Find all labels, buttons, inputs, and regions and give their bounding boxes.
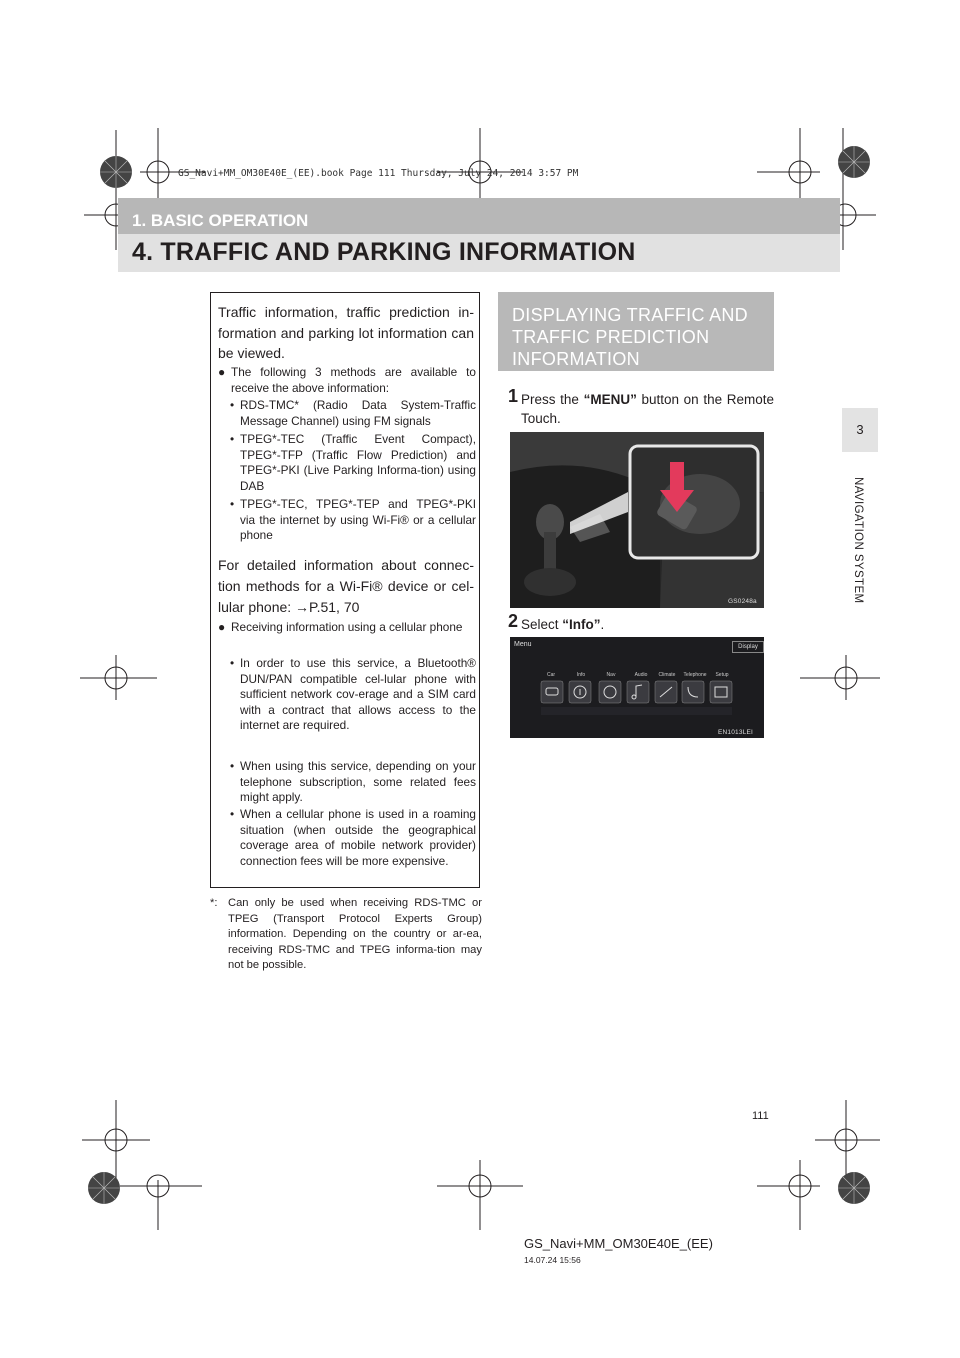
bullet-cellular: [218, 620, 476, 636]
step-1: [508, 386, 775, 428]
bullet-dot-icon: ●: [218, 620, 226, 634]
document-code: GS_Navi+MM_OM30E40E_(EE): [524, 1236, 713, 1251]
sub-bullet-icon: •: [230, 398, 235, 412]
step-2: [508, 611, 774, 634]
menu-nav-label: Nav: [606, 672, 616, 678]
method-item: [230, 497, 476, 544]
menu-climate-label: Climate: [658, 672, 676, 678]
bullet-cellular-text: Receiving information using a cellular phone: [231, 620, 463, 634]
method-item: [230, 398, 476, 429]
bullet-dot-icon: ●: [218, 365, 226, 379]
figure-code: EN1013LEI: [718, 729, 754, 736]
sub-bullet-icon: •: [230, 432, 235, 446]
step-text: Press the “MENU” button on the Remote Touch.: [521, 392, 775, 426]
footnote-mark: *:: [210, 897, 218, 909]
menu-screen-figure: [510, 637, 764, 738]
info-lead: Traffic information, traffic prediction in-formation and parking lot information can be viewed.: [218, 304, 474, 361]
section-label: 1. BASIC OPERATION: [132, 211, 309, 230]
info-box: [210, 292, 480, 888]
method-item-text: RDS-TMC* (Radio Data System-Traffic Message Channel) using FM signals: [240, 398, 476, 428]
cellular-item: [230, 807, 476, 869]
page-number: 111: [752, 1110, 769, 1122]
bullet-methods: [218, 365, 476, 396]
cellular-item: [230, 656, 476, 734]
cellular-item: [230, 759, 476, 806]
footnote: [210, 896, 482, 974]
step-text: Select “Info”.: [521, 617, 605, 632]
step-number: 2: [508, 611, 519, 631]
screen-title: Menu: [514, 641, 532, 648]
cellular-item-text: When a cellular phone is used in a roaming situation (when outside the geographical coverage area of mobile network provider) connection fees will be more expensive.: [240, 807, 476, 868]
menu-car-label: Car: [546, 672, 556, 678]
method-item-text: TPEG*-TEC (Traffic Event Compact), TPEG*-TFP (Traffic Flow Prediction) and TPEG*-PKI (Live Parking Informa-tion) using DAB: [240, 432, 476, 493]
subsection-header: [498, 292, 774, 371]
subsection-title: DISPLAYING TRAFFIC AND TRAFFIC PREDICTION INFORMATION: [512, 305, 748, 369]
cellular-item-text: In order to use this service, a Bluetooth® DUN/PAN compatible cel-lular phone with sufficient network cov-erage and a SIM card with a contract that allows access to the internet are required.: [240, 656, 476, 733]
sub-bullet-icon: •: [230, 497, 235, 511]
chapter-tab-number: 3: [842, 408, 878, 452]
menu-telephone-label: Telephone: [683, 672, 707, 678]
remote-touch-figure: [510, 432, 764, 608]
chapter-title: 4. TRAFFIC AND PARKING INFORMATION: [132, 238, 636, 266]
method-item: [230, 432, 476, 494]
sub-bullet-icon: •: [230, 656, 235, 670]
connection-detail: For detailed information about connec-tion methods for a Wi-Fi® device or cel-lular phone: →P.51, 70: [218, 557, 474, 615]
method-item-text: TPEG*-TEC, TPEG*-TEP and TPEG*-PKI via the internet by using Wi-Fi® or a cellular phone: [240, 497, 476, 543]
menu-setup-label: Setup: [715, 672, 729, 678]
menu-icons: [510, 637, 764, 738]
document-timestamp: 14.07.24 15:56: [524, 1255, 581, 1265]
figure-code: GS0248a: [728, 598, 757, 605]
menu-audio-label: Audio: [634, 672, 648, 678]
page-header: [118, 198, 840, 272]
step-number: 1: [508, 386, 519, 406]
print-header-line: GS_Navi+MM_OM30E40E_(EE).book Page 111 Thursday, July 24, 2014 3:57 PM: [178, 168, 579, 179]
chapter-tab-label: NAVIGATION SYSTEM: [852, 477, 864, 604]
display-button[interactable]: Display: [732, 641, 764, 653]
menu-info-label: Info: [576, 672, 586, 678]
cellular-item-text: When using this service, depending on your telephone subscription, some related fees might apply.: [240, 759, 476, 805]
sub-bullet-icon: •: [230, 807, 235, 821]
remote-touch-illustration: [510, 432, 764, 608]
bullet-methods-text: The following 3 methods are available to receive the above information:: [231, 365, 476, 395]
footnote-text: Can only be used when receiving RDS-TMC or TPEG (Transport Protocol Experts Group) information. Depending on the country or ar-ea, receiving RDS-TMC and TPEG informa-tion may not be possible.: [228, 897, 482, 972]
sub-bullet-icon: •: [230, 759, 235, 773]
